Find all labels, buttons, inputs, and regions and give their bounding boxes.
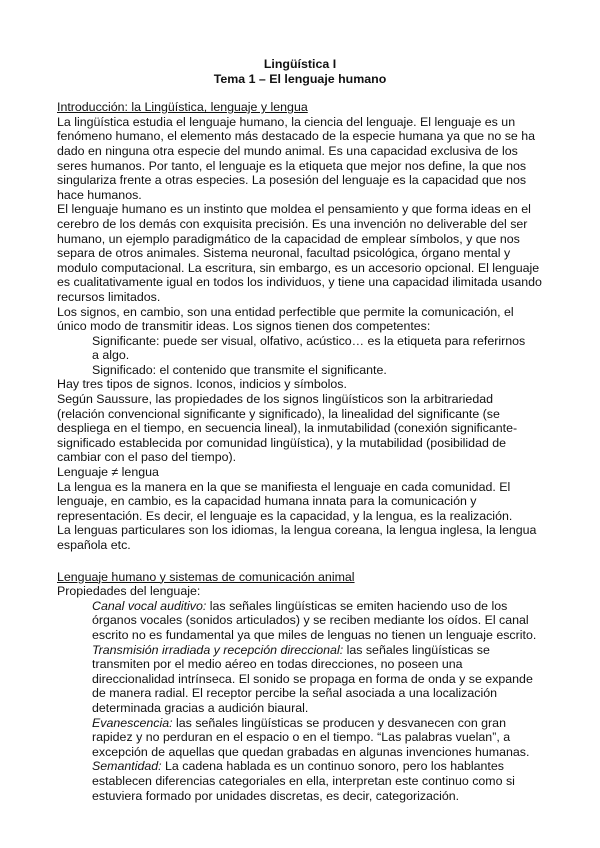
section-heading-lenguaje-humano: Lenguaje humano y sistemas de comunicación animal [57, 569, 355, 584]
property-text: La cadena hablada es un continuo sonoro, pero los hablantes establecen diferencias categoriales en ella, interpretan este continuo como si estuviera formado por unidades discretas, es decir, categorización. [92, 759, 515, 803]
property-text: las señales lingüísticas se transmiten por el medio aéreo en todas direcciones, no poseen una direccionalidad intrínseca. El sonido se propaga en forma de onda y se expande de manera radial. El receptor percibe la señal asociada a una localización determinada gracias a audición biaural. [92, 642, 533, 715]
property-term: Semantidad: [92, 759, 162, 774]
paragraph: Los signos, en cambio, son una entidad perfectible que permite la comunicación, el único modo de transmitir ideas. Los signos tienen dos competentes: [57, 304, 514, 334]
property-text: las señales lingüísticas se emiten haciendo uso de los órganos vocales (sonidos articulados) y se reciben mediante los oídos. El canal escrito no es fundamental ya que miles de lenguas no tienen un lenguaje escrito. [92, 598, 537, 642]
indented-definition-significado: Significado: el contenido que transmite el significante. [92, 362, 387, 377]
paragraph: La lingüística estudia el lenguaje humano, la ciencia del lenguaje. El lenguaje es un fenómeno humano, el elemento más destacado de la especie humana ya que no se ha dado en ninguna otra especie del mundo animal. Es una capacidad exclusiva de los seres humanos. Por tanto, el lenguaje es la etiqueta que mejor nos define, la que nos singulariza frente a otras especies. La posesión del lenguaje es la capacidad que nos hace humanos. [57, 114, 536, 202]
property-term: Transmisión irradiada y recepción direccional: [92, 642, 344, 657]
property-item [57, 759, 543, 803]
property-item [57, 716, 543, 760]
document-subtitle: Tema 1 – El lenguaje humano [213, 71, 387, 86]
document-page [57, 57, 543, 803]
spacer [57, 553, 543, 570]
section-heading-introduccion: Introducción: la Lingüística, lenguaje y lengua [57, 100, 308, 115]
document-title: Lingüística I [263, 57, 337, 71]
paragraph: El lenguaje humano es un instinto que moldea el pensamiento y que forma ideas en el cerebro de los demás con exquisita precisión. Es una invención no deliverable del ser humano, un ejemplo paradigmático de la capacidad de emplear símbolos, y que nos separa de otros animales. Sistema neuronal, facultad psicológica, órgano mental y modulo computacional. La escritura, sin embargo, es un accesorio opcional. El lenguaje es cualitativamente igual en todos los individuos, y tiene una capacidad ilimitada usando recursos limitados. [57, 202, 542, 304]
property-text: las señales lingüísticas se producen y desvanecen con gran rapidez y no perduran en el espacio o en el tiempo. “Las palabras vuelan”, a excepción de aquellas que quedan grabadas en algunas invenciones humanas. [92, 715, 530, 759]
property-term: Canal vocal auditivo: [92, 598, 207, 613]
spacer [57, 86, 543, 100]
paragraph: Según Saussure, las propiedades de los signos lingüísticos son la arbitrariedad (relación convencional significante y significado), la linealidad del significante (se despliega en el tiempo, en secuencia lineal), la inmutabilidad (conexión significante-significado establecida por comunidad lingüística), y la mutabilidad (posibilidad de cambiar con el paso del tiempo). [57, 392, 518, 465]
paragraph: Propiedades del lenguaje: [57, 584, 201, 599]
paragraph: La lengua es la manera en la que se manifiesta el lenguaje en cada comunidad. El lenguaje, en cambio, es la capacidad humana innata para la comunicación y representación. Es decir, el lenguaje es la capacidad, y la lengua, es la realización. [57, 479, 513, 523]
property-item [57, 643, 543, 716]
paragraph: Hay tres tipos de signos. Iconos, indicios y símbolos. [57, 377, 347, 392]
property-item [57, 599, 543, 643]
indented-definition-significante: Significante: puede ser visual, olfativo, acústico… es la etiqueta para referirnos a algo. [92, 333, 526, 363]
property-term: Evanescencia: [92, 715, 173, 730]
paragraph: La lenguas particulares son los idiomas, la lengua coreana, la lengua inglesa, la lengua española etc. [57, 523, 537, 552]
paragraph: Lenguaje ≠ lengua [57, 465, 159, 480]
